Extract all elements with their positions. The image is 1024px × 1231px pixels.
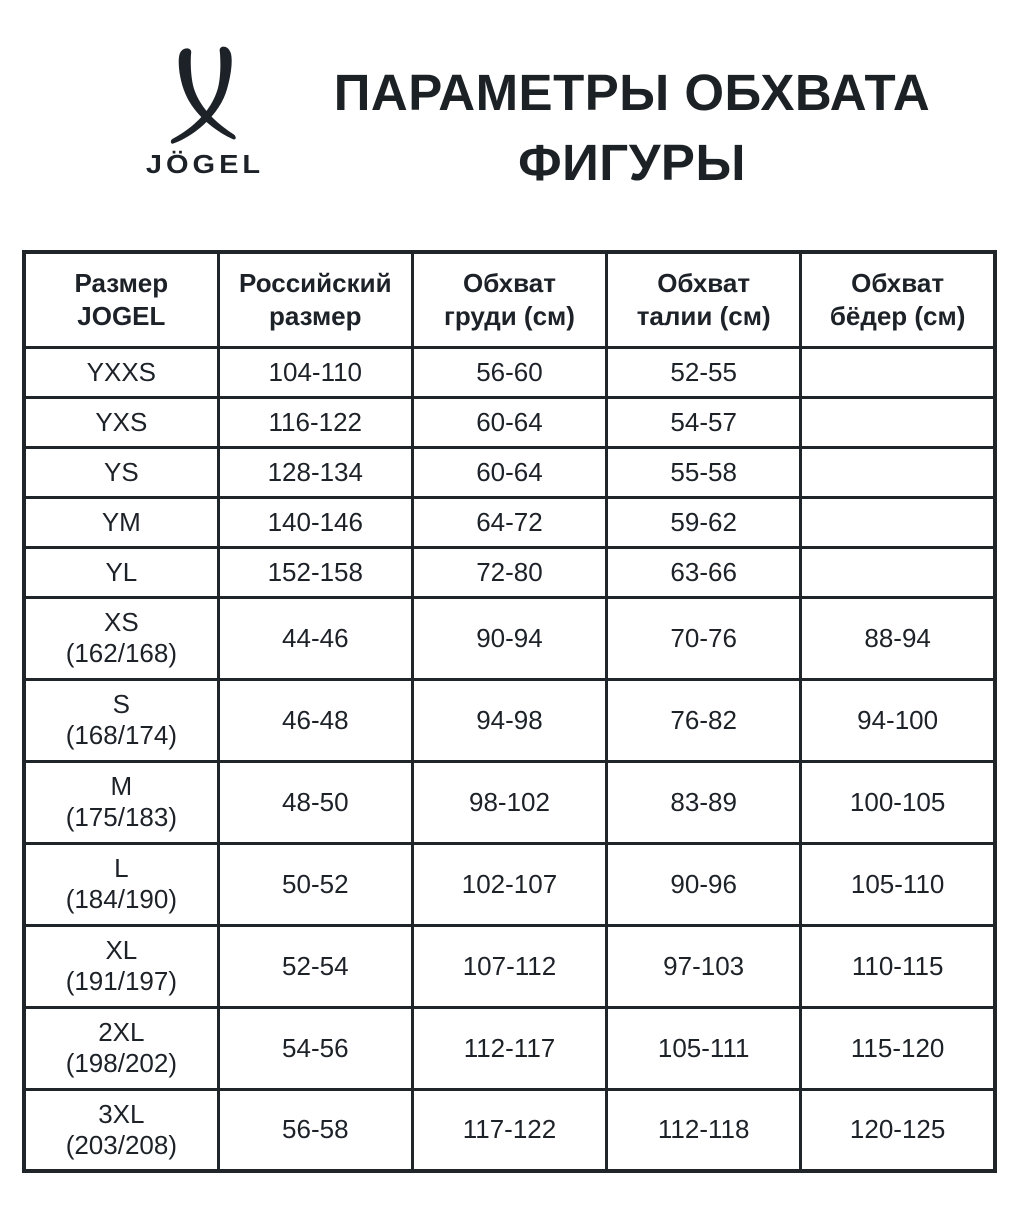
size-label: XS [104, 607, 139, 637]
waist-cell: 97-103 [607, 925, 801, 1007]
table-row [24, 1089, 995, 1171]
jogel-size-cell [24, 843, 218, 925]
chest-cell: 56-60 [412, 347, 606, 397]
col-header-line: размер [269, 300, 362, 331]
table-row [24, 497, 995, 547]
hips-cell [801, 447, 995, 497]
jogel-wordmark: JÖGEL [145, 151, 265, 180]
ru-size-cell: 44-46 [218, 597, 412, 679]
waist-cell: 55-58 [607, 447, 801, 497]
waist-cell: 54-57 [607, 397, 801, 447]
ru-size-cell: 48-50 [218, 761, 412, 843]
size-label: 2XL [98, 1017, 145, 1047]
ru-size-cell: 152-158 [218, 547, 412, 597]
size-height-label: (162/168) [65, 638, 177, 668]
ru-size-cell: 50-52 [218, 843, 412, 925]
table-row [24, 547, 995, 597]
chest-cell: 72-80 [412, 547, 606, 597]
col-header-chest [412, 252, 606, 347]
jogel-size-cell [24, 679, 218, 761]
chest-cell: 98-102 [412, 761, 606, 843]
size-label: S [112, 689, 131, 719]
waist-cell: 105-111 [607, 1007, 801, 1089]
ru-size-cell: 128-134 [218, 447, 412, 497]
size-height-label: (191/197) [65, 966, 177, 996]
size-height-label: (168/174) [65, 720, 177, 750]
header-row [24, 252, 995, 347]
chest-cell: 117-122 [412, 1089, 606, 1171]
jogel-size-cell [24, 447, 218, 497]
col-header-line: Обхват [851, 267, 945, 298]
size-label: 3XL [98, 1098, 145, 1129]
size-table-head [24, 252, 995, 347]
jogel-size-cell [24, 397, 218, 447]
col-header-jogel-size [24, 252, 218, 347]
col-header-line: талии (см) [636, 300, 771, 331]
ru-size-cell: 116-122 [218, 397, 412, 447]
ru-size-cell: 56-58 [218, 1089, 412, 1171]
page-title-line2: ФИГУРЫ [518, 134, 746, 191]
size-label: YXS [95, 406, 148, 437]
chest-cell: 64-72 [412, 497, 606, 547]
jogel-size-cell [24, 597, 218, 679]
col-header-line: Размер [74, 267, 169, 298]
size-label: L [114, 853, 129, 883]
size-label: YXXS [86, 356, 157, 387]
size-height-label: (203/208) [65, 1129, 177, 1160]
waist-cell: 59-62 [607, 497, 801, 547]
jogel-logo [136, 44, 274, 184]
waist-cell: 70-76 [607, 597, 801, 679]
waist-cell: 52-55 [607, 347, 801, 397]
ru-size-cell: 54-56 [218, 1007, 412, 1089]
col-header-waist [607, 252, 801, 347]
size-label: YL [105, 556, 138, 587]
hips-cell: 120-125 [801, 1089, 995, 1171]
table-row [24, 843, 995, 925]
hips-cell [801, 397, 995, 447]
hips-cell: 94-100 [801, 679, 995, 761]
size-label: XL [105, 935, 138, 965]
size-label: YS [104, 456, 139, 487]
hips-cell: 115-120 [801, 1007, 995, 1089]
chest-cell: 107-112 [412, 925, 606, 1007]
waist-cell: 83-89 [607, 761, 801, 843]
size-chart-table [22, 250, 997, 1173]
waist-cell: 63-66 [607, 547, 801, 597]
chest-cell: 102-107 [412, 843, 606, 925]
size-height-label: (175/183) [65, 802, 177, 832]
waist-cell: 112-118 [607, 1089, 801, 1171]
hips-cell: 110-115 [801, 925, 995, 1007]
size-label: M [110, 771, 133, 801]
jogel-size-cell [24, 1089, 218, 1171]
col-header-line: Обхват [463, 267, 556, 298]
chest-cell: 60-64 [412, 397, 606, 447]
ru-size-cell: 140-146 [218, 497, 412, 547]
col-header-line: груди (см) [444, 300, 575, 331]
col-header-ru-size [218, 252, 412, 347]
table-row [24, 925, 995, 1007]
hips-cell: 100-105 [801, 761, 995, 843]
hips-cell: 105-110 [801, 843, 995, 925]
size-height-label: (184/190) [65, 884, 177, 914]
jogel-size-cell [24, 761, 218, 843]
hips-cell: 88-94 [801, 597, 995, 679]
page-title [295, 58, 969, 198]
page-header [0, 0, 1024, 250]
jogel-size-cell [24, 1007, 218, 1089]
table-row [24, 679, 995, 761]
jogel-size-cell [24, 347, 218, 397]
table-row [24, 761, 995, 843]
table-row [24, 1007, 995, 1089]
jogel-logo-mark-icon [136, 44, 274, 148]
size-table-body [24, 347, 995, 1171]
ru-size-cell: 104-110 [218, 347, 412, 397]
waist-cell: 76-82 [607, 679, 801, 761]
hips-cell [801, 347, 995, 397]
chest-cell: 94-98 [412, 679, 606, 761]
chest-cell: 112-117 [412, 1007, 606, 1089]
table-row [24, 597, 995, 679]
table-row [24, 397, 995, 447]
chest-cell: 90-94 [412, 597, 606, 679]
table-row [24, 347, 995, 397]
col-header-line: JOGEL [77, 300, 166, 331]
hips-cell [801, 547, 995, 597]
col-header-hips [801, 252, 995, 347]
col-header-line: Обхват [657, 267, 751, 298]
table-row [24, 447, 995, 497]
chest-cell: 60-64 [412, 447, 606, 497]
col-header-line: Российский [239, 267, 392, 298]
ru-size-cell: 46-48 [218, 679, 412, 761]
hips-cell [801, 497, 995, 547]
jogel-size-cell [24, 925, 218, 1007]
waist-cell: 90-96 [607, 843, 801, 925]
page-title-line1: ПАРАМЕТРЫ ОБХВАТА [333, 64, 931, 121]
col-header-line: бёдер (см) [829, 300, 966, 331]
size-height-label: (198/202) [65, 1048, 177, 1078]
ru-size-cell: 52-54 [218, 925, 412, 1007]
jogel-size-cell [24, 497, 218, 547]
size-label: YM [101, 506, 141, 537]
jogel-size-cell [24, 547, 218, 597]
